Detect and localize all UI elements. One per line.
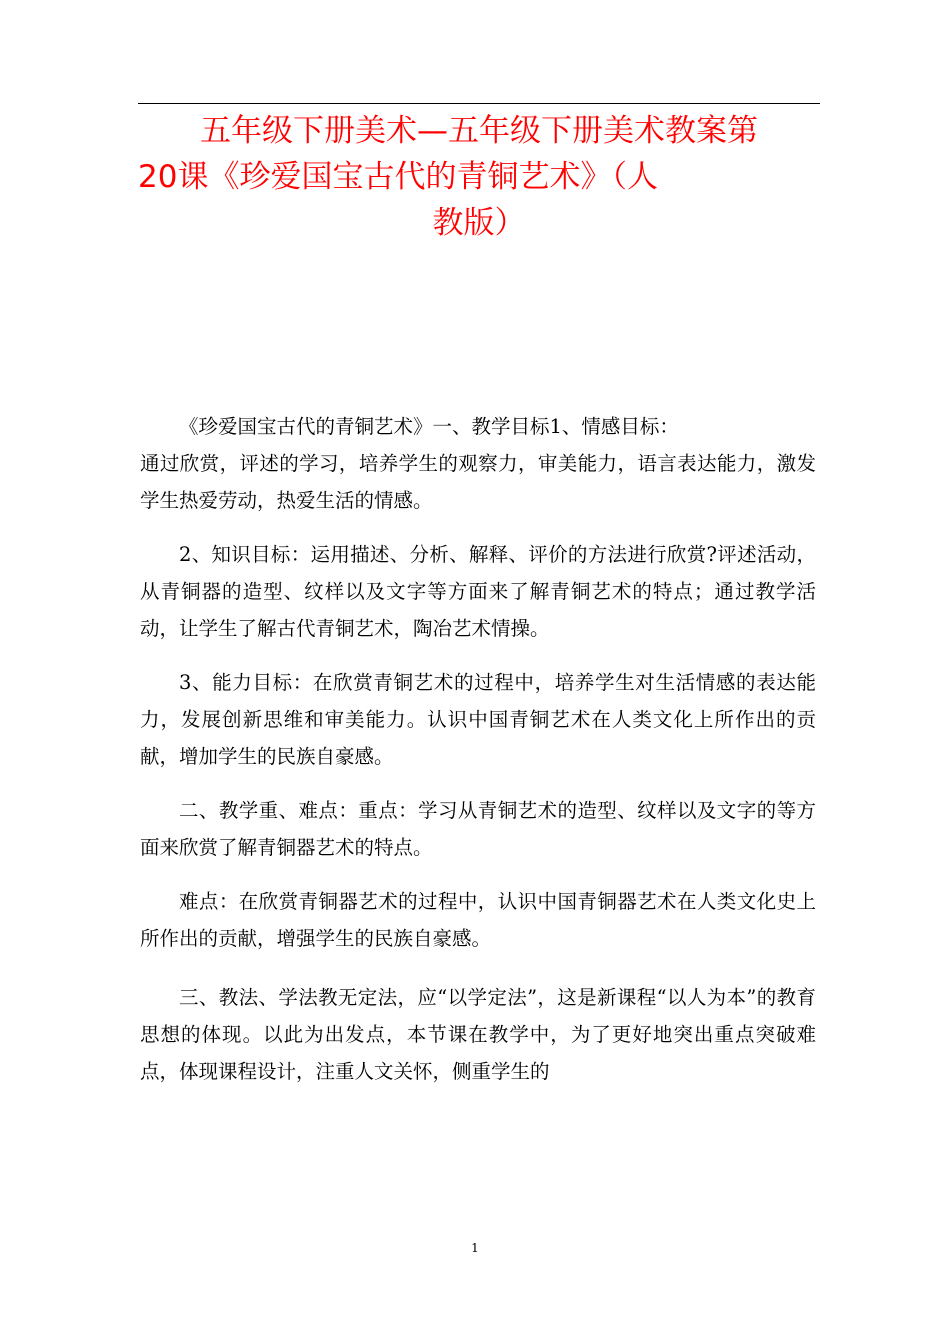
paragraph-lesson-goal-heading: 《珍爱国宝古代的青铜艺术》一、教学目标1、情感目标： — [179, 415, 679, 438]
header-rule — [138, 103, 820, 104]
paragraph-ability-goal: 3、能力目标：在欣赏青铜艺术的过程中，培养学生对生活情感的表达能力，发展创新思维和审美能力。认识中国青铜艺术在人类文化上所作出的贡献，增加学生的民族自豪感。 — [140, 671, 816, 768]
paragraph-teaching-method: 三、教法、学法教无定法，应“以学定法”，这是新课程“以人为本”的教育思想的体现。以此为出发点，本节课在教学中，为了更好地突出重点突破难点，体现课程设计，注重人文关怀，侧重学生的 — [140, 986, 816, 1083]
title-line-3: 教版） — [432, 205, 526, 241]
paragraph-difficult-points: 难点：在欣赏青铜器艺术的过程中，认识中国青铜器艺术在人类文化史上所作出的贡献，增强学生的民族自豪感。 — [140, 890, 816, 950]
paragraph-key-points: 二、教学重、难点：重点：学习从青铜艺术的造型、纹样以及文字的等方面来欣赏了解青铜器艺术的特点。 — [140, 799, 816, 859]
paragraph-emotion-goal: 通过欣赏，评述的学习，培养学生的观察力，审美能力，语言表达能力，激发学生热爱劳动，热爱生活的情感。 — [140, 452, 816, 512]
document-title — [138, 108, 820, 246]
page-number: 1 — [471, 1241, 479, 1255]
title-line-1: 五年级下册美术—五年级下册美术教案第 — [200, 113, 758, 149]
paragraph-knowledge-goal: 2、知识目标：运用描述、分析、解释、评价的方法进行欣赏?评述活动，从青铜器的造型、纹样以及文字等方面来了解青铜艺术的特点；通过教学活动，让学生了解古代青铜艺术，陶冶艺术情操。 — [140, 543, 816, 640]
title-line-2: 20课《珍爱国宝古代的青铜艺术》（人 — [138, 159, 658, 195]
document-body — [140, 408, 816, 1107]
